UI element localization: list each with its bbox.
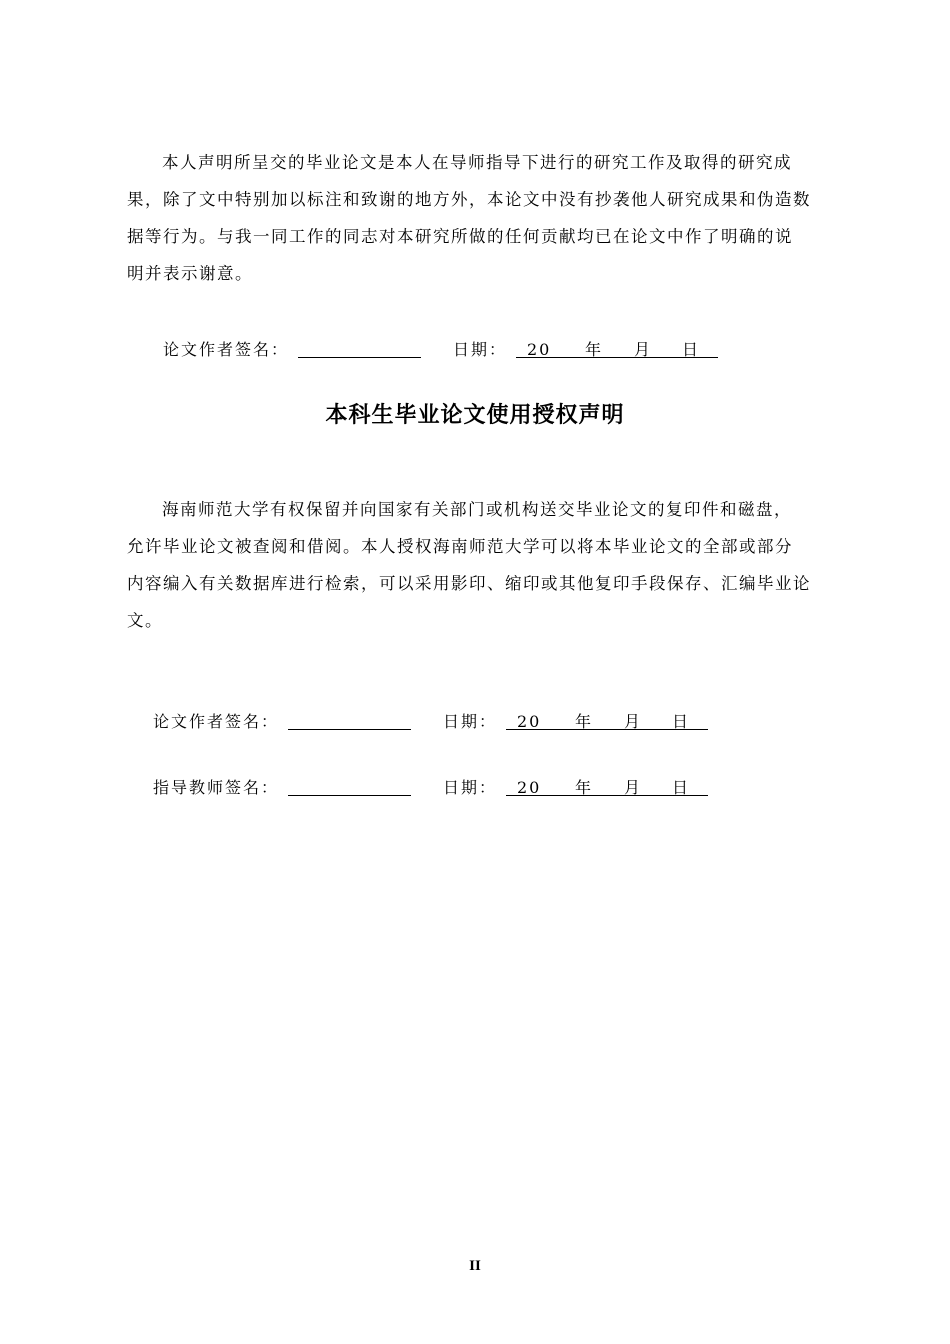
date-label: 日期： <box>443 712 498 731</box>
date-year-unit: 年 <box>575 712 594 731</box>
author-signature-label: 论文作者签名： <box>163 340 290 359</box>
author-signature-line[interactable] <box>298 357 421 358</box>
date-label: 日期： <box>453 340 508 359</box>
authorization-line: 文。 <box>127 611 163 630</box>
author-signature-row-2 <box>153 710 713 734</box>
date-day-unit: 日 <box>682 340 701 359</box>
author-signature-label: 论文作者签名： <box>153 712 280 731</box>
declaration-paragraph <box>127 144 837 292</box>
date-label: 日期： <box>443 778 498 797</box>
advisor-signature-label: 指导教师签名： <box>153 778 280 797</box>
advisor-signature-row <box>153 776 713 800</box>
declaration-line: 本人声明所呈交的毕业论文是本人在导师指导下进行的研究工作及取得的研究成 <box>162 153 792 172</box>
author-signature-line[interactable] <box>288 729 411 730</box>
author-signature-row <box>163 338 723 362</box>
authorization-line: 内容编入有关数据库进行检索，可以采用影印、缩印或其他复印手段保存、汇编毕业论 <box>127 574 811 593</box>
declaration-line: 明并表示谢意。 <box>127 264 253 283</box>
date-day-unit: 日 <box>672 712 691 731</box>
page-number: II <box>469 1258 481 1274</box>
date-year-unit: 年 <box>575 778 594 797</box>
date-month-unit: 月 <box>624 712 643 731</box>
date-year: 20 <box>527 340 552 359</box>
date-year-unit: 年 <box>585 340 604 359</box>
date-day-unit: 日 <box>672 778 691 797</box>
authorization-paragraph <box>127 491 837 639</box>
authorization-line: 允许毕业论文被查阅和借阅。本人授权海南师范大学可以将本毕业论文的全部或部分 <box>127 537 793 556</box>
declaration-line: 据等行为。与我一同工作的同志对本研究所做的任何贡献均已在论文中作了明确的说 <box>127 227 793 246</box>
advisor-signature-line[interactable] <box>288 795 411 796</box>
authorization-line: 海南师范大学有权保留并向国家有关部门或机构送交毕业论文的复印件和磁盘， <box>162 500 792 519</box>
date-month-unit: 月 <box>624 778 643 797</box>
declaration-line: 果，除了文中特别加以标注和致谢的地方外，本论文中没有抄袭他人研究成果和伪造数 <box>127 190 811 209</box>
date-year: 20 <box>517 778 542 797</box>
authorization-title: 本科生毕业论文使用授权声明 <box>325 403 625 428</box>
date-year: 20 <box>517 712 542 731</box>
date-month-unit: 月 <box>634 340 653 359</box>
